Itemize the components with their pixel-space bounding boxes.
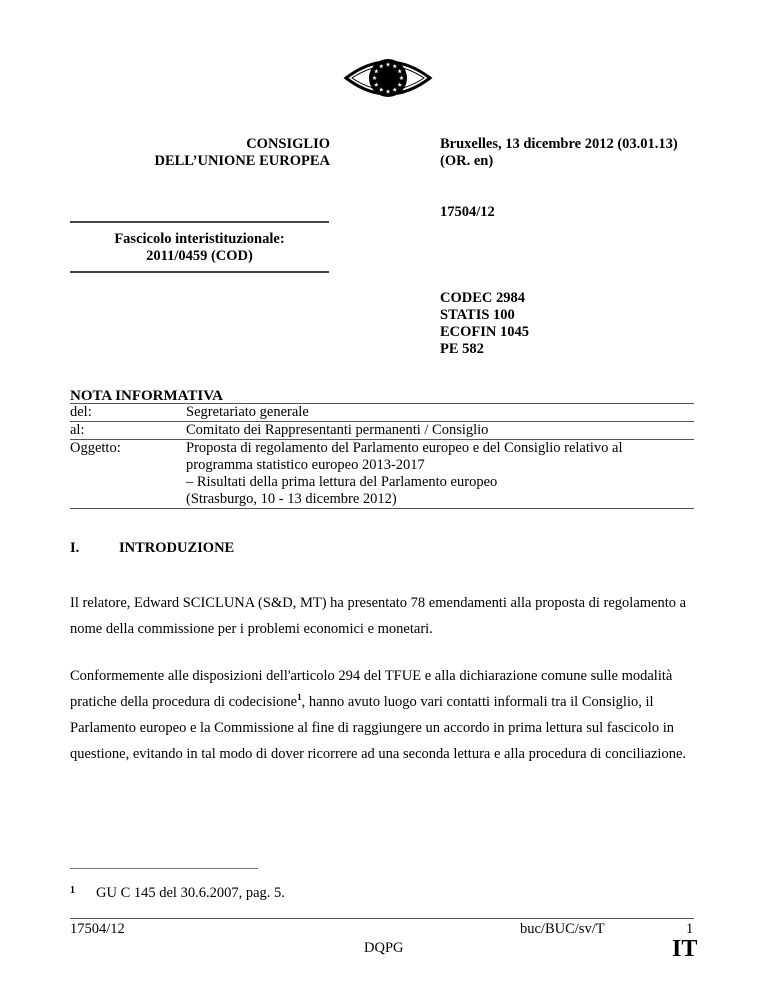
code-line: STATIS 100: [440, 307, 515, 323]
date-line-1: Bruxelles, 13 dicembre 2012 (03.01.13): [440, 136, 678, 152]
subject-row: [70, 439, 694, 508]
document-codes: [440, 290, 529, 358]
footnote-reference[interactable]: 1: [297, 692, 302, 703]
paragraph-1: Il relatore, Edward SCICLUNA (S&D, MT) ha presentato 78 emendamenti alla proposta di regolamento a nome della commissione per i problemi economici e monetari.: [70, 595, 687, 637]
note-title: NOTA INFORMATIVA: [70, 388, 223, 404]
subject-line: Proposta di regolamento del Parlamento europeo e del Consiglio relativo al: [186, 440, 623, 456]
footnote: [70, 885, 285, 902]
subject-value: [186, 440, 694, 508]
to-row: [70, 421, 694, 439]
subject-line: programma statistico europeo 2013-2017: [186, 457, 425, 473]
footer-doc-number: 17504/12: [70, 921, 125, 937]
footnote-separator: [70, 868, 258, 869]
council-name: [100, 136, 330, 170]
date-block: [440, 136, 678, 170]
date-line-2: (OR. en): [440, 153, 494, 169]
from-label: del:: [70, 404, 92, 420]
to-value: Comitato dei Rappresentanti permanenti / Consiglio: [186, 422, 489, 438]
subject-line: (Strasburgo, 10 - 13 dicembre 2012): [186, 491, 397, 507]
language-code: IT: [672, 936, 698, 962]
paragraph-2-text-b: , hanno avuto luogo vari contatti informali tra il Consiglio, il Parlamento europeo e la Commissione al fine di raggiungere un accordo in prima lettura sul fascicolo in questione, evitando in tal modo di dover ricorrere ad una seconda lettura e alla procedura di conciliazione.: [70, 694, 687, 762]
dossier-label: Fascicolo interistituzionale:: [114, 231, 285, 247]
paragraph-2-text-a: Conformemente alle disposizioni dell'articolo 294 del TFUE e alla dichiarazione comune sulle modalità pratiche della procedura di codecisione: [70, 668, 673, 710]
interinstitutional-dossier: [70, 221, 329, 273]
footer-reference: buc/BUC/sv/T: [520, 921, 605, 937]
council-line-2: DELL’UNIONE EUROPEA: [154, 153, 330, 169]
section-heading: [70, 540, 234, 557]
dossier-number: 2011/0459 (COD): [146, 248, 253, 264]
footnote-marker: 1: [70, 885, 75, 896]
code-line: PE 582: [440, 341, 484, 357]
to-label: al:: [70, 422, 85, 438]
code-line: ECOFIN 1045: [440, 324, 530, 340]
section-title: INTRODUZIONE: [119, 540, 235, 556]
note-header-table: [70, 403, 694, 509]
subject-label: Oggetto:: [70, 440, 121, 456]
document-number: 17504/12: [440, 204, 495, 220]
section-number: I.: [70, 540, 80, 556]
code-line: CODEC 2984: [440, 290, 525, 306]
footer-department: DQPG: [364, 940, 404, 956]
paragraph-2: [70, 663, 694, 767]
subject-line: – Risultati della prima lettura del Parlamento europeo: [186, 474, 498, 490]
from-value: Segretariato generale: [186, 404, 309, 420]
from-row: [70, 404, 694, 421]
footnote-text: GU C 145 del 30.6.2007, pag. 5.: [96, 885, 285, 901]
council-line-1: CONSIGLIO: [246, 136, 330, 152]
page-number: 1: [686, 921, 694, 937]
footer-separator: [70, 918, 694, 919]
eu-council-logo-icon: [338, 48, 438, 108]
